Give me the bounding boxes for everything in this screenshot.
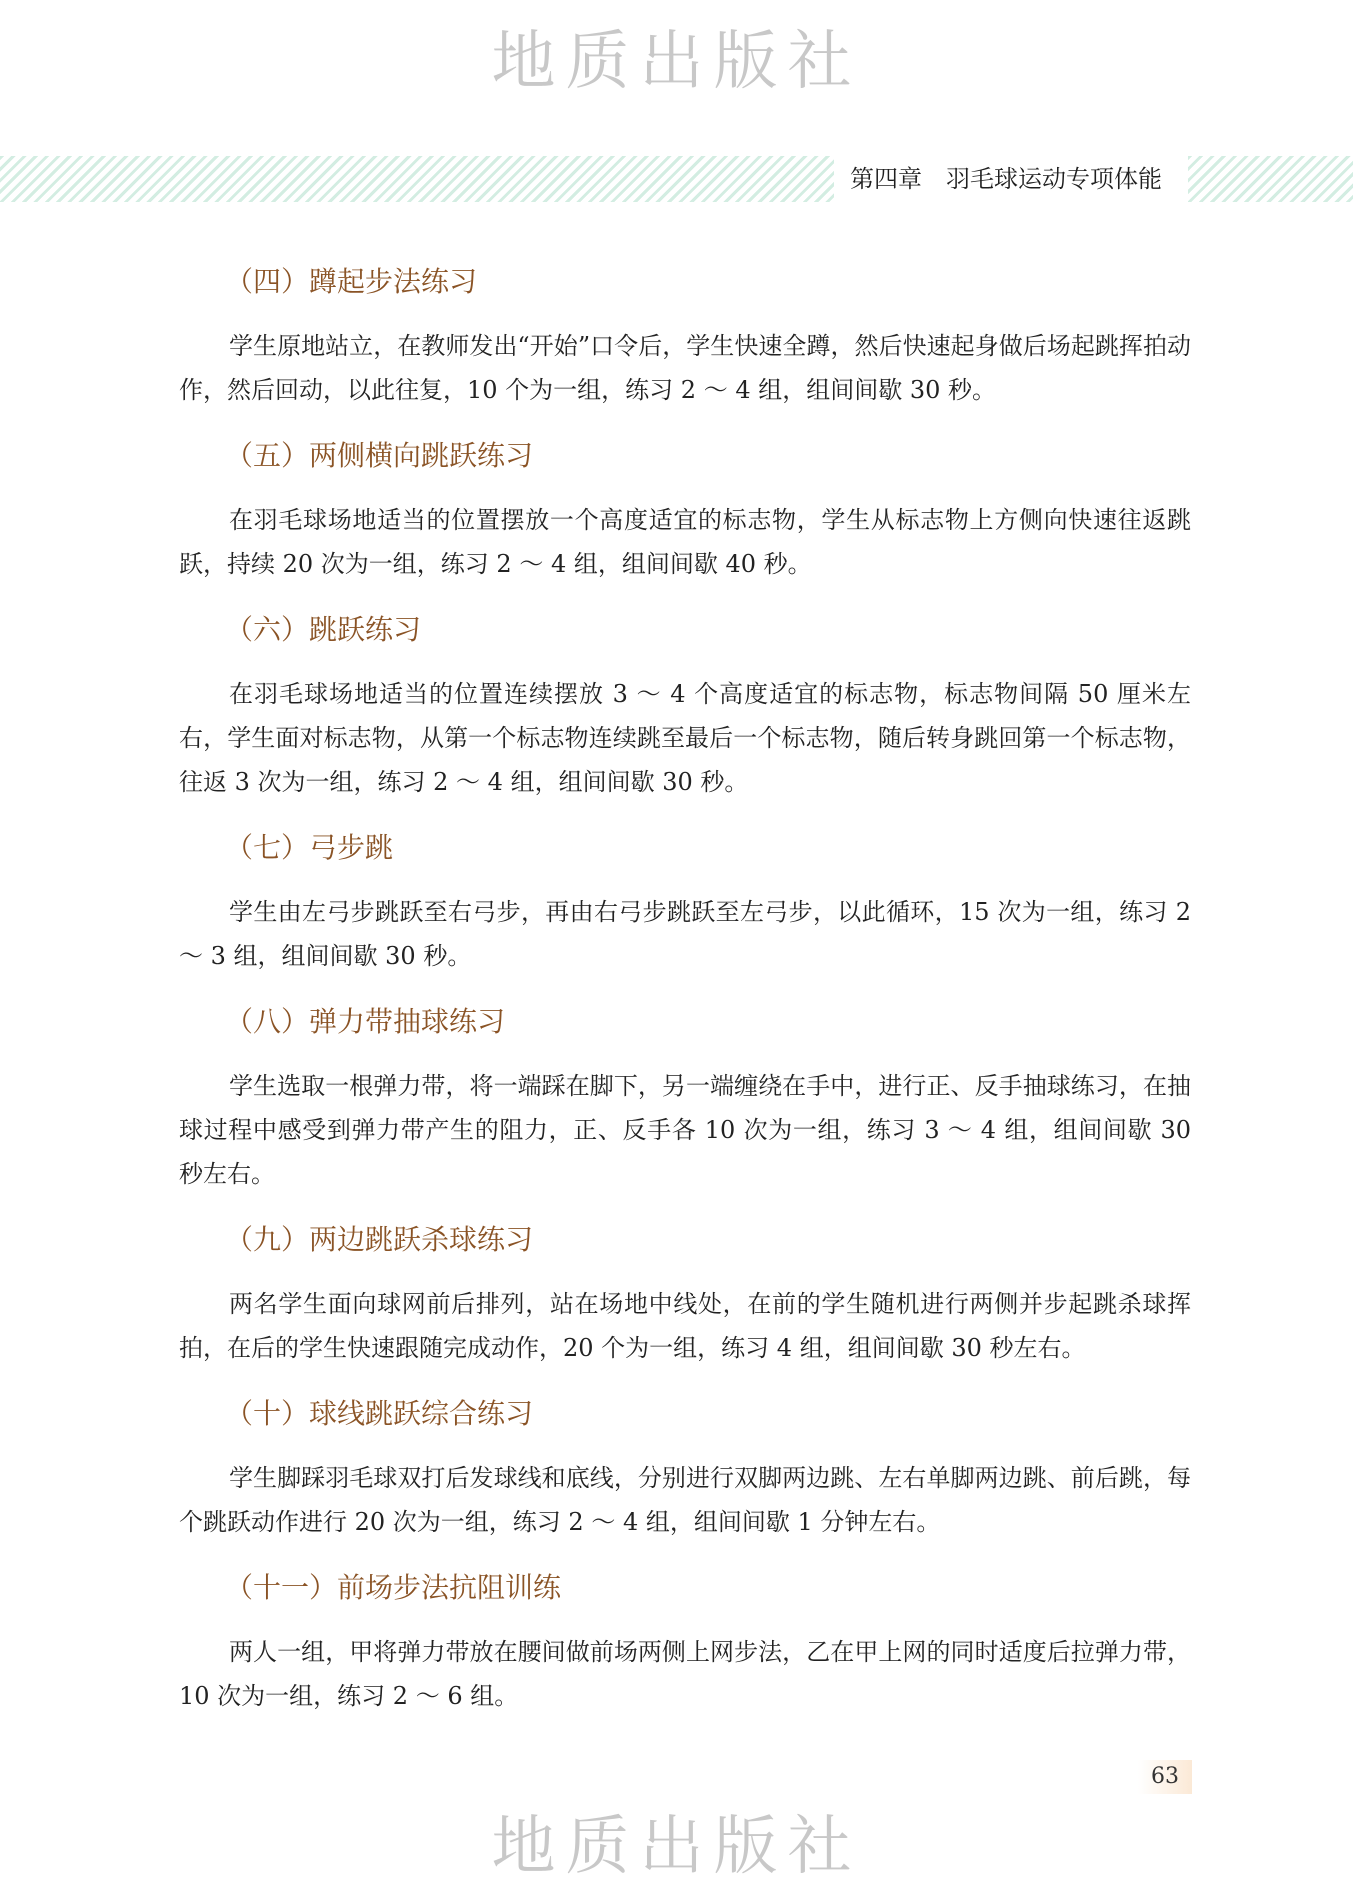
section-heading: （九）两边跳跃杀球练习 [225, 1223, 534, 1256]
section-body: 学生原地站立，在教师发出“开始”口令后，学生快速全蹲，然后快速起身做后场起跳挥拍动作，然后回动，以此往复，10 个为一组，练习 2 ～ 4 组，组间间歇 30 秒。 [179, 332, 1191, 404]
section-heading: （六）跳跃练习 [225, 613, 422, 646]
chapter-header-band [0, 156, 1353, 202]
chapter-title: 第四章 羽毛球运动专项体能 [834, 156, 1188, 202]
section-body: 学生由左弓步跳跃至右弓步，再由右弓步跳跃至左弓步，以此循环，15 次为一组，练习 2 ～ 3 组，组间间歇 30 秒。 [179, 898, 1191, 970]
watermark-top: 地质出版社 [491, 25, 862, 99]
section-10 [179, 1394, 1191, 1544]
section-heading: （八）弹力带抽球练习 [225, 1005, 506, 1038]
section-heading: （四）蹲起步法练习 [225, 265, 478, 298]
section-heading: （十一）前场步法抗阻训练 [225, 1571, 562, 1604]
section-body: 在羽毛球场地适当的位置摆放一个高度适宜的标志物，学生从标志物上方侧向快速往返跳跃，持续 20 次为一组，练习 2 ～ 4 组，组间间歇 40 秒。 [179, 506, 1191, 578]
section-11 [179, 1568, 1191, 1718]
section-body: 两人一组，甲将弹力带放在腰间做前场两侧上网步法，乙在甲上网的同时适度后拉弹力带，10 次为一组，练习 2 ～ 6 组。 [179, 1638, 1191, 1710]
section-body: 两名学生面向球网前后排列，站在场地中线处，在前的学生随机进行两侧并步起跳杀球挥拍，在后的学生快速跟随完成动作，20 个为一组，练习 4 组，组间间歇 30 秒左右。 [179, 1290, 1191, 1362]
section-4 [179, 262, 1191, 412]
page-number: 63 [1138, 1760, 1192, 1794]
watermark-bottom: 地质出版社 [491, 1810, 862, 1884]
section-7 [179, 828, 1191, 978]
section-6 [179, 610, 1191, 804]
section-9 [179, 1220, 1191, 1370]
page-content [179, 262, 1191, 1742]
section-body: 在羽毛球场地适当的位置连续摆放 3 ～ 4 个高度适宜的标志物，标志物间隔 50 厘米左右，学生面对标志物，从第一个标志物连续跳至最后一个标志物，随后转身跳回第一个标志物，往返 3 次为一组，练习 2 ～ 4 组，组间间歇 30 秒。 [179, 680, 1191, 796]
section-heading: （五）两侧横向跳跃练习 [225, 439, 534, 472]
section-8 [179, 1002, 1191, 1196]
section-body: 学生选取一根弹力带，将一端踩在脚下，另一端缠绕在手中，进行正、反手抽球练习，在抽球过程中感受到弹力带产生的阻力，正、反手各 10 次为一组，练习 3 ～ 4 组，组间间歇 30 秒左右。 [179, 1072, 1191, 1188]
section-body: 学生脚踩羽毛球双打后发球线和底线，分别进行双脚两边跳、左右单脚两边跳、前后跳，每个跳跃动作进行 20 次为一组，练习 2 ～ 4 组，组间间歇 1 分钟左右。 [179, 1464, 1191, 1536]
section-heading: （十）球线跳跃综合练习 [225, 1397, 534, 1430]
section-heading: （七）弓步跳 [225, 831, 394, 864]
section-5 [179, 436, 1191, 586]
